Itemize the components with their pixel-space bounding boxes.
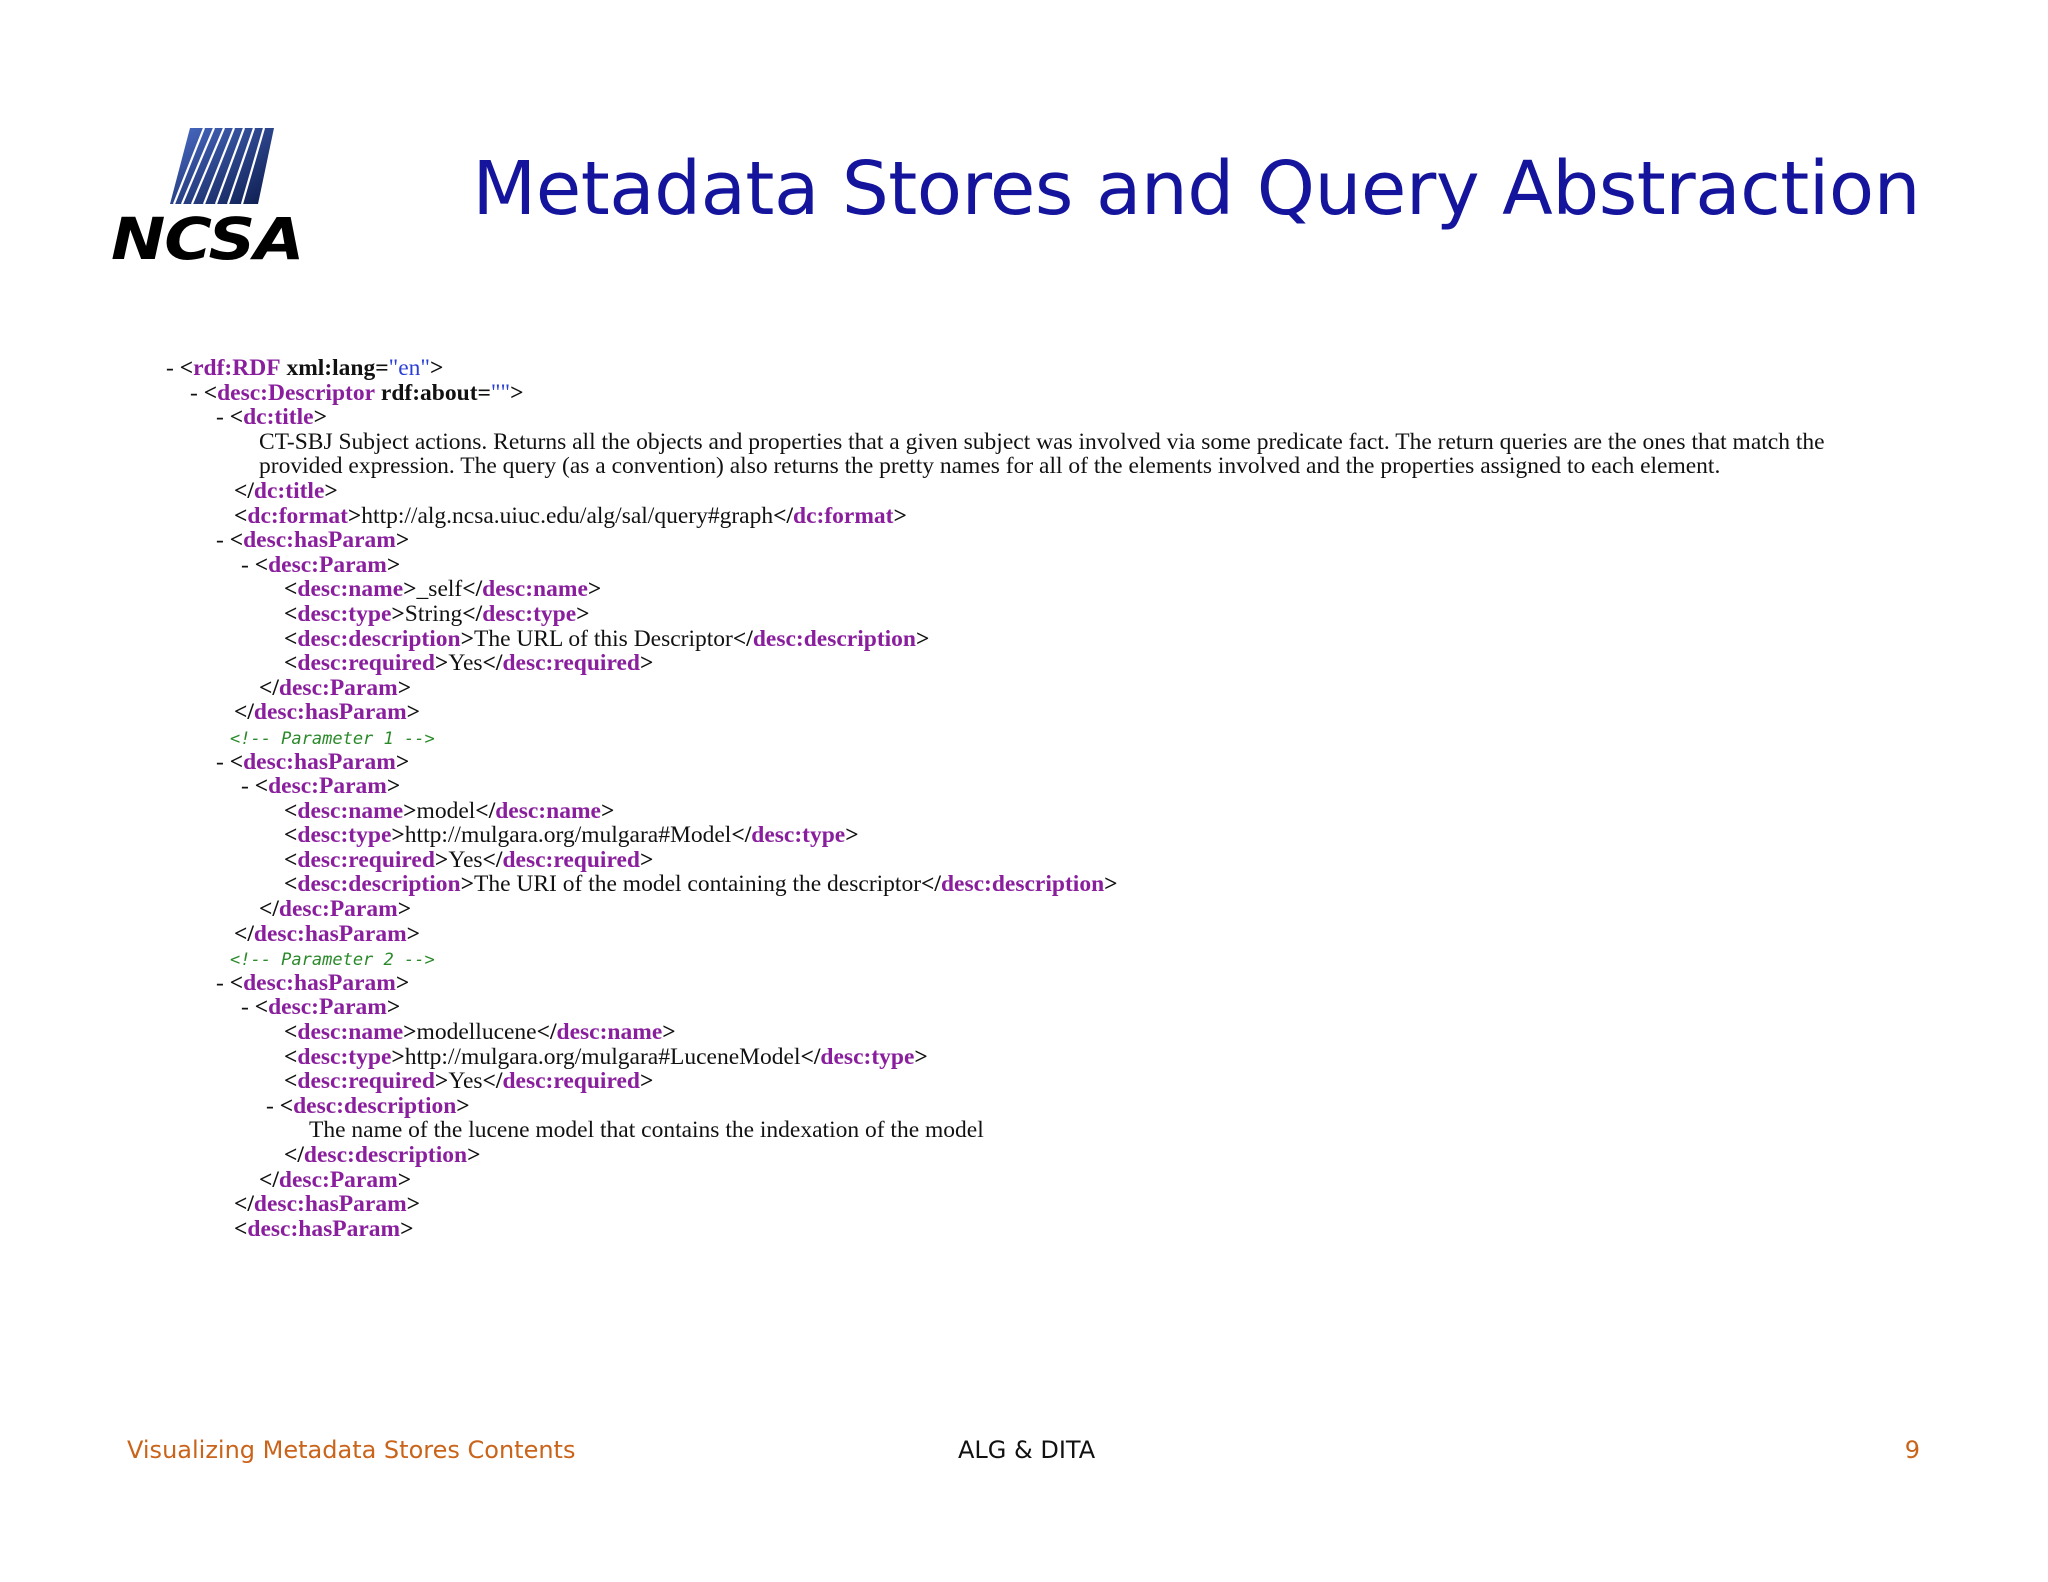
xml-line: <desc:type>String</desc:type> [284, 600, 590, 627]
xml-tag: rdf:RDF [193, 355, 281, 381]
xml-line: <desc:description>The URL of this Descriptor</desc:description> [284, 625, 930, 652]
xml-tag: desc:Descriptor [217, 379, 376, 406]
xml-line: </desc:hasParam> [234, 699, 421, 726]
collapse-toggle[interactable]: - [166, 355, 174, 381]
xml-line: <desc:name>model</desc:name> [284, 797, 615, 824]
page-number: 9 [1904, 1436, 1920, 1464]
xml-line: - <desc:Descriptor rdf:about=""> [190, 379, 524, 406]
ncsa-logo [108, 124, 314, 272]
xml-line: <desc:required>Yes</desc:required> [284, 1068, 654, 1095]
xml-line: <desc:type>http://mulgara.org/mulgara#LuceneModel</desc:type> [284, 1043, 928, 1070]
xml-text: CT-SBJ Subject actions. Returns all the objects and properties that a given subject was involved via some predicate fact. The return queries are the ones that match the provided expression. The query (as a convention) also returns the pretty names for all of the elements involved and the properties assigned to each element. [259, 428, 1825, 480]
footer-presentation-title: Visualizing Metadata Stores Contents [127, 1436, 576, 1464]
xml-comment: <!-- Parameter 2 --> [230, 950, 435, 971]
xml-line: - <desc:hasParam> [216, 969, 410, 996]
xml-line: </desc:Param> [259, 674, 412, 701]
collapse-toggle[interactable]: - [216, 748, 224, 775]
collapse-toggle[interactable]: - [190, 379, 198, 406]
xml-line: <desc:type>http://mulgara.org/mulgara#Model</desc:type> [284, 822, 859, 849]
xml-line: - <desc:hasParam> [216, 527, 410, 554]
logo-wordmark: NCSA [111, 205, 304, 273]
xml-line: <desc:name>_self</desc:name> [284, 576, 602, 603]
xml-tag: dc:title [243, 404, 314, 431]
xml-line: </desc:description> [284, 1142, 481, 1168]
xml-line: <desc:required>Yes</desc:required> [284, 846, 654, 873]
xml-line: - <desc:Param> [241, 773, 401, 800]
xml-line: <desc:required>Yes</desc:required> [284, 650, 654, 677]
slide-title: Metadata Stores and Query Abstraction [472, 146, 1920, 232]
collapse-toggle[interactable]: - [241, 773, 249, 800]
xml-line: - <dc:title> [216, 404, 327, 431]
xml-line: - <desc:Param> [241, 994, 401, 1021]
xml-text: The name of the lucene model that contains the indexation of the model [309, 1117, 984, 1144]
xml-line: </desc:Param> [259, 1166, 412, 1193]
xml-listing [166, 356, 1886, 1241]
xml-line: </desc:hasParam> [234, 920, 421, 947]
xml-line: - <desc:hasParam> [216, 748, 410, 775]
xml-line: </desc:Param> [259, 896, 412, 923]
xml-line: - <desc:Param> [241, 551, 401, 578]
collapse-toggle[interactable]: - [216, 527, 224, 554]
collapse-toggle[interactable]: - [241, 994, 249, 1021]
xml-line: </dc:title> [234, 477, 338, 504]
xml-line-cut: <desc:hasParam> [234, 1216, 414, 1242]
xml-line: <dc:format>http://alg.ncsa.uiuc.edu/alg/sal/query#graph</dc:format> [234, 502, 907, 529]
xml-line: <desc:description>The URI of the model containing the descriptor</desc:description> [284, 871, 1118, 898]
xml-line: <desc:name>modellucene</desc:name> [284, 1019, 676, 1046]
collapse-toggle[interactable]: - [266, 1092, 274, 1119]
collapse-toggle[interactable]: - [241, 551, 249, 578]
xml-line: - <desc:description> [266, 1092, 470, 1119]
footer-organization: ALG & DITA [958, 1436, 1096, 1464]
xml-line: - <rdf:RDF xml:lang="en"> [166, 355, 444, 381]
xml-line: </desc:hasParam> [234, 1191, 421, 1218]
collapse-toggle[interactable]: - [216, 404, 224, 431]
collapse-toggle[interactable]: - [216, 969, 224, 996]
xml-comment: <!-- Parameter 1 --> [230, 728, 435, 749]
